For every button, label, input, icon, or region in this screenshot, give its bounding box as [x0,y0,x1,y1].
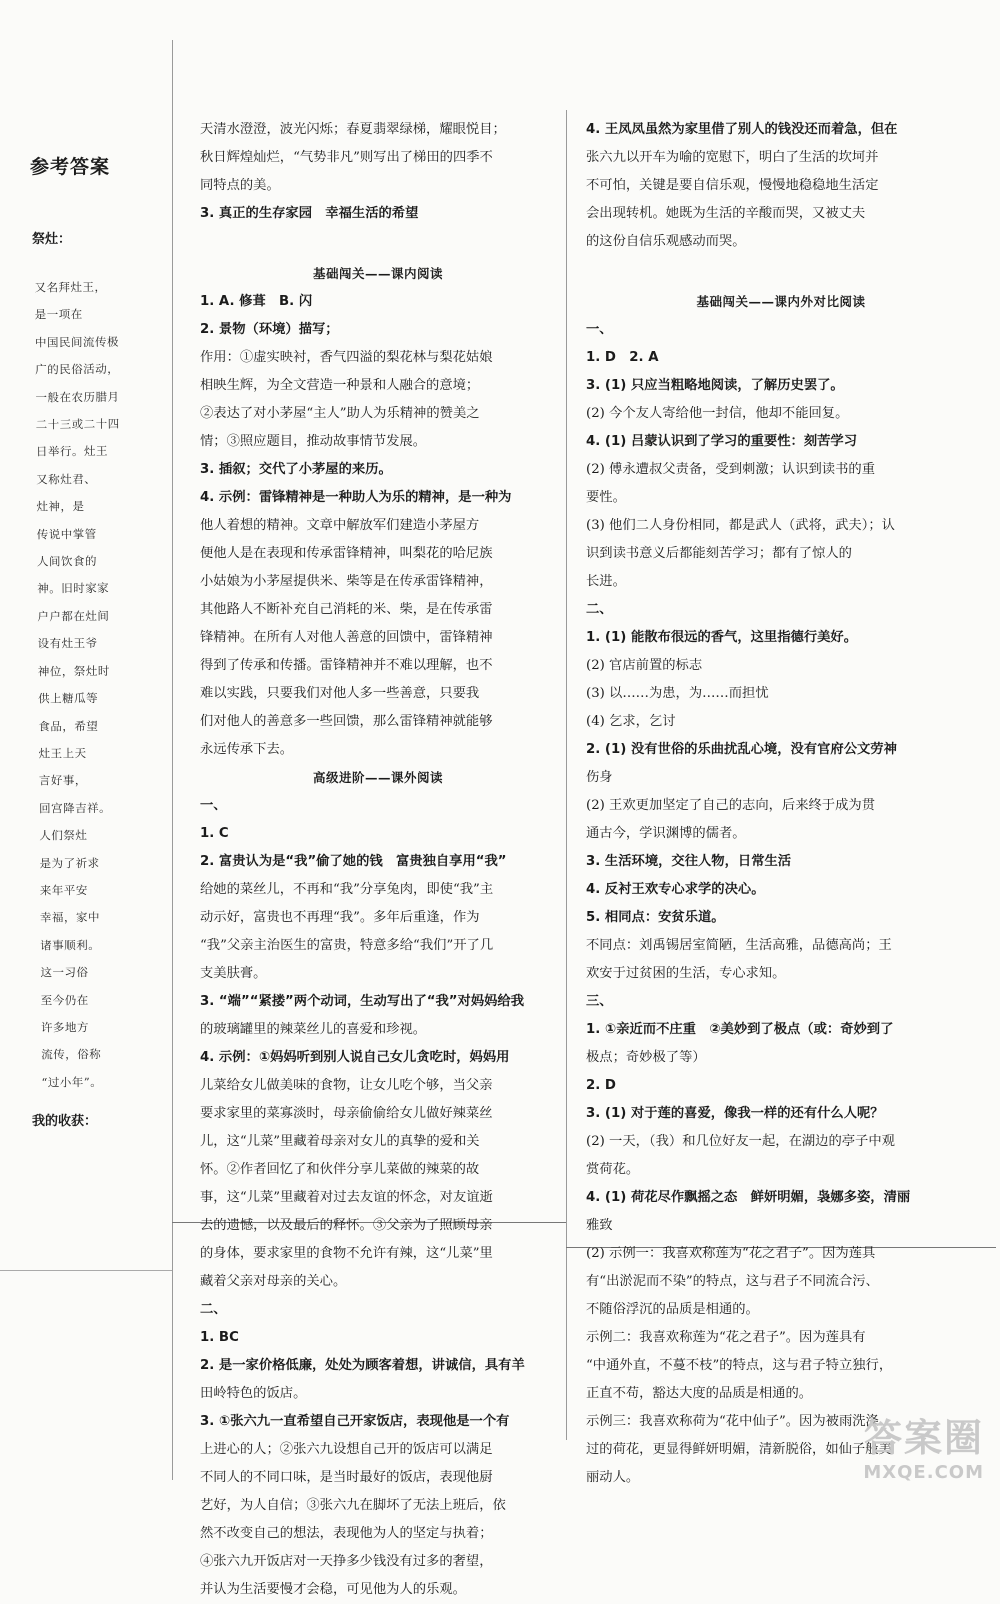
answer-line: 的玻璃罐里的辣菜丝儿的喜爱和珍视。 [200,1022,427,1037]
answer-line: (2) 傅永遭叔父责备，受到刺激；认识到读书的重 [586,462,875,477]
answer-line: 示例二：我喜欢称莲为“花之君子”。因为莲具有 [586,1330,866,1345]
answer-line: 长进。 [586,574,626,589]
answer-line: 4. 反衬王欢专心求学的决心。 [586,882,765,897]
answer-line: ④张六九开饭店对一天挣多少钱没有过多的奢望， [200,1554,493,1569]
mid-intro-text [200,116,556,200]
handwriting-line: 人间饮食的 [36,554,97,569]
answer-line: 4. 示例：雷锋精神是一种助人为乐的精神，是一种为 [200,490,512,505]
answer-line: 要求家里的菜寡淡时，母亲偷偷给女儿做好辣菜丝 [200,1106,493,1121]
answer-line: 会出现转机。她既为生活的辛酸而哭，又被丈夫 [586,206,866,221]
answer-line: 过的荷花，更显得鲜妍明媚，清新脱俗，如仙子般美 [586,1442,892,1457]
middle-column [200,116,556,1604]
answer-line: 一、 [200,798,227,813]
answer-line: 二、 [200,1302,227,1317]
answer-line: 三、 [586,994,613,1009]
answer-line: 雅致 [586,1218,613,1233]
answer-line: 他人着想的精神。文章中解放军们建造小茅屋方 [200,518,480,533]
handwriting-line: “过小年”。 [41,1074,103,1090]
handwritten-note [34,273,166,1096]
section2-answers [200,792,556,1604]
answer-line: (3) 以……为患，为……而担忧 [586,686,769,701]
handwriting-line: 灶王上天 [38,746,87,761]
answer-line: 去的遗憾，以及最后的释怀。③父亲为了照顾母亲 [200,1218,493,1233]
answer-line: (2) 今个友人寄给他一封信，他却不能回复。 [586,406,849,421]
answer-line: 一、 [586,322,613,337]
watermark-text: 答案圈 [863,1416,984,1460]
handwriting-line: 流传，俗称 [41,1047,102,1062]
answer-line: 上进心的人；②张六九设想自己开的饭店可以满足 [200,1442,493,1457]
answer-line: 支美肤膏。 [200,966,267,981]
answer-line: 3. 生活环境，交往人物，日常生活 [586,854,792,869]
handwriting-line: 来年平安 [39,883,88,898]
handwriting-line: 一般在农历腊月 [35,389,120,405]
answer-line: 藏着父亲对母亲的关心。 [200,1274,347,1289]
answer-line: 难以实践，只要我们对他人多一些善意，只要我 [200,686,480,701]
answer-line: 情；③照应题目，推动故事情节发展。 [200,434,427,449]
answer-line: 2. 是一家价格低廉，处处为顾客着想，讲诚信，具有羊 [200,1358,525,1373]
answer-line: 动示好，富贵也不再理“我”。多年后重逢，作为 [200,910,480,925]
handwriting-line: 广的民俗活动， [35,362,120,377]
answer-line: 极点；奇妙极了等） [586,1050,706,1065]
answer-line: 给她的菜丝儿，不再和“我”分享兔肉，即使“我”主 [200,882,494,897]
handwriting-line: 灶神，是 [36,499,85,514]
answer-line: 伤身 [586,770,613,785]
answer-line: 永远传承下去。 [200,742,294,757]
handwriting-line: 日举行。灶王 [35,444,109,459]
answer-line: 识到读书意义后都能刻苦学习；都有了惊人的 [586,546,852,561]
answer-line: 张六九以开车为喻的宽慰下，明白了生活的坎坷并 [586,150,879,165]
answer-line: (3) 他们二人身份相同，都是武人（武将，武夫）；认 [586,518,895,533]
answer-line: 正直不苟，豁达大度的品质是相通的。 [586,1386,813,1401]
answer-line: 要性。 [586,490,626,505]
answer-line: 便他人是在表现和传承雷锋精神，叫梨花的哈尼族 [200,546,493,561]
handwriting-line: 食品，希望 [38,718,99,734]
mid-item3: 3. 真正的生存家园 幸福生活的希望 [200,206,419,221]
answer-line: 3. ①张六九一直希望自己开家饭店，表现他是一个有 [200,1414,510,1429]
handwriting-line: 供上糖瓜等 [38,691,99,706]
answer-line: 4. (1) 荷花尽作飘摇之态 鲜妍明媚，袅娜多姿，清丽 [586,1190,911,1205]
answer-line: 1. D 2. A [586,350,659,365]
answer-line: (2) 官店前置的标志 [586,658,703,673]
answer-line: 2. D [586,1078,616,1093]
handwriting-line: 是为了祈求 [39,855,100,871]
answer-line: (2) 王欢更加坚定了自己的志向，后来终于成为贯 [586,798,875,813]
answer-line: 不可怕，关键是要自信乐观，慢慢地稳稳地生活定 [586,178,879,193]
answer-line: 欢安于过贫困的生活，专心求知。 [586,966,786,981]
section-advanced-outclass: 高级进阶——课外阅读 [312,770,443,785]
section3-answers [586,316,976,1492]
answer-line: 丽动人。 [586,1470,640,1485]
answer-line: 小姑娘为小茅屋提供米、柴等是在传承雷锋精神， [200,574,493,589]
handwriting-line: 回宫降吉祥。 [39,800,112,816]
answer-line: 通古今，学识渊博的儒者。 [586,826,746,841]
answer-line: 们对他人的善意多一些回馈，那么雷锋精神就能够 [200,714,493,729]
answer-line: 有“出淤泥而不染”的特点，这与君子不同流合污、 [586,1274,879,1289]
answer-line: 的身体，要求家里的食物不允许有辣，这“儿菜”里 [200,1246,493,1261]
right-column [586,116,976,1492]
answer-line: 3. 插叙；交代了小茅屋的来历。 [200,462,392,477]
answer-line: 秋日辉煌灿烂，“气势非凡”则写出了梯田的四季不 [200,150,493,165]
answer-line: 4. (1) 吕蒙认识到了学习的重要性：刻苦学习 [586,434,858,449]
answer-line: 相映生辉，为全文营造一种景和人融合的意境； [200,378,480,393]
answer-line: 锋精神。在所有人对他人善意的回馈中，雷锋精神 [200,630,493,645]
answer-line: 田岭特色的饭店。 [200,1386,307,1401]
answer-line: (2) 示例一：我喜欢称莲为“花之君子”。因为莲具 [586,1246,876,1261]
handwriting-line: 传说中掌管 [36,526,97,542]
answer-line: “我”父亲主治医生的富贵，特意多给“我们”开了几 [200,938,494,953]
answer-line: 然不改变自己的想法，表现他为人的坚定与执着； [200,1526,493,1541]
answer-line: 1. A. 修葺 B. 闪 [200,294,313,309]
handwriting-line: 又称灶君、 [36,471,97,487]
reference-answers-title: 参考答案 [30,156,111,178]
handwriting-line: 神位，祭灶时 [37,663,110,679]
section1-answers [200,288,556,764]
answer-line: 事，这“儿菜”里藏着对过去友谊的怀念，对友谊逝 [200,1190,493,1205]
answer-line: 3. (1) 对于莲的喜爱，像我一样的还有什么人呢？ [586,1106,884,1121]
answer-line: 5. 相同点：安贫乐道。 [586,910,725,925]
answer-line: 赏荷花。 [586,1162,640,1177]
answer-line: 4. 王凤凤虽然为家里借了别人的钱没还而着急，但在 [586,122,898,137]
left-divider [172,40,173,1480]
answer-line: 其他路人不断补充自己消耗的米、柴，是在传承雷 [200,602,493,617]
section-comparison-reading: 基础闯关——课内外对比阅读 [696,294,866,309]
answer-line: 得到了传承和传播。雷锋精神并不难以理解，也不 [200,658,493,673]
answer-line: 同特点的美。 [200,178,280,193]
answer-line: 1. (1) 能散布很远的香气，这里指德行美好。 [586,630,858,645]
answer-line: 2. 富贵认为是“我”偷了她的钱 富贵独自享用“我” [200,854,507,869]
watermark-logo [814,1407,984,1483]
answer-line: 3. “端”“紧搂”两个动词，生动写出了“我”对妈妈给我 [200,994,525,1009]
watermark-url: MXQE.COM [863,1462,984,1483]
answer-line: 并认为生活要慢才会稳，可见他为人的乐观。 [200,1582,466,1597]
answer-line: ②表达了对小茅屋“主人”助人为乐精神的赞美之 [200,406,480,421]
answer-line: 1. BC [200,1330,239,1345]
answer-line: 1. ①亲近而不庄重 ②美妙到了极点（或：奇妙到了 [586,1022,894,1037]
answer-line: (4) 乞求，乞讨 [586,714,676,729]
handwriting-line: 许多地方 [40,1020,90,1035]
right-intro-text [586,116,976,256]
handwriting-line: 户户都在灶间 [37,608,110,624]
handwriting-line: 至今仍在 [40,992,89,1008]
handwriting-line: 中国民间流传极 [34,334,120,350]
answer-line: “中通外直，不蔓不枝”的特点，这与君子特立独行， [586,1358,893,1373]
handwriting-line: 神。旧时家家 [37,581,110,597]
handwriting-line: 幸福，家中 [39,910,101,925]
answer-line: 作用：①虚实映衬，香气四溢的梨花林与梨花姑娘 [200,350,493,365]
answer-line: 2. 景物（环境）描写； [200,322,339,337]
answer-line: 2. (1) 没有世俗的乐曲扰乱心境，没有官府公文劳神 [586,742,897,757]
answer-line: 的这份自信乐观感动而哭。 [586,234,746,249]
answer-line: 不随俗浮沉的品质是相通的。 [586,1302,759,1317]
zaoshi-label: 祭灶： [32,232,72,247]
answer-line: 4. 示例：①妈妈听到别人说自己女儿贪吃时，妈妈用 [200,1050,510,1065]
answer-line: 不同点：刘禹锡居室简陋，生活高雅，品德高尚；王 [586,938,892,953]
bottom-rule-left [0,1270,172,1271]
handwriting-line: 这一习俗 [40,965,89,980]
handwriting-line: 又名拜灶王， [34,279,107,295]
answer-line: 儿菜给女儿做美味的食物，让女儿吃个够，当父亲 [200,1078,493,1093]
handwriting-line: 是一项在 [34,307,83,322]
answer-line: 儿，这“儿菜”里藏着母亲对女儿的真挚的爱和关 [200,1134,480,1149]
answer-line: 艺好，为人自信；③张六九在脚坏了无法上班后，依 [200,1498,506,1513]
answer-line: 3. (1) 只应当粗略地阅读，了解历史罢了。 [586,378,844,393]
answer-line: 天清水澄澄，波光闪烁；春夏翡翠绿梯，耀眼悦目； [200,122,506,137]
answer-line: 不同人的不同口味，是当时最好的饭店，表现他厨 [200,1470,493,1485]
answer-line: 1. C [200,826,229,841]
answer-line: (2) 一天，（我）和几位好友一起，在湖边的亭子中观 [586,1134,895,1149]
answer-line: 二、 [586,602,613,617]
handwriting-line: 二十三或二十四 [35,416,120,432]
handwriting-line: 诸事顺利。 [40,937,101,953]
section-basic-inclass: 基础闯关——课内阅读 [312,266,443,281]
middle-divider [566,110,567,1440]
answer-line: 示例三：我喜欢称荷为“花中仙子”。因为被雨洗涤 [586,1414,879,1429]
handwriting-line: 设有灶王爷 [37,636,98,651]
answer-line: 怀。②作者回忆了和伙伴分享儿菜做的辣菜的故 [200,1162,480,1177]
handwriting-line: 人们祭灶 [39,828,88,843]
my-harvest-label: 我的收获： [32,1114,98,1129]
handwriting-line: 言好事， [38,773,87,788]
